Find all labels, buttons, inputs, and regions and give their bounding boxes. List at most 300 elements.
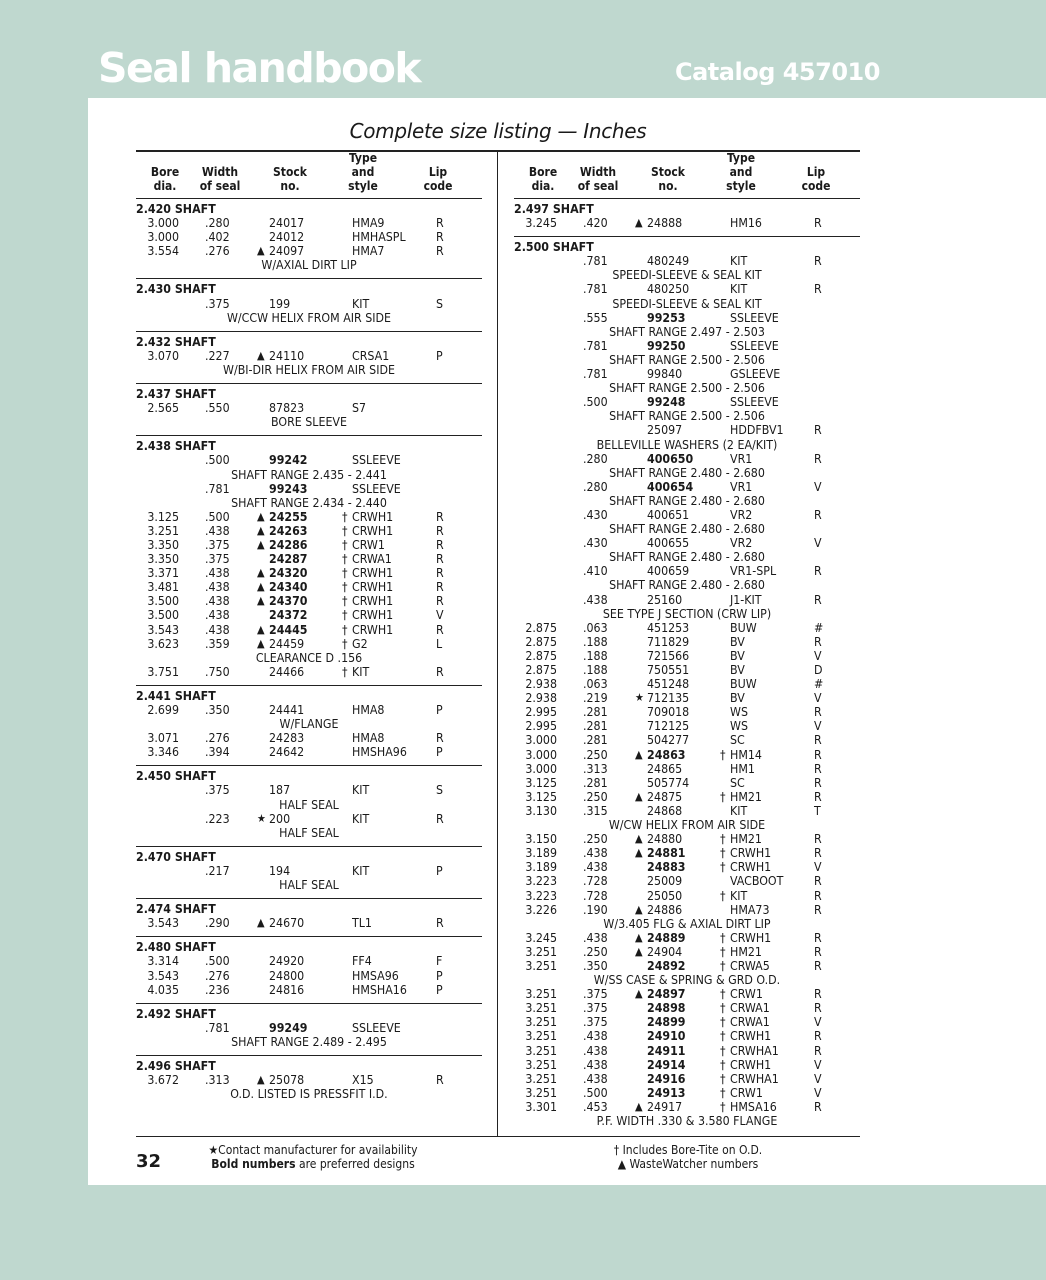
bore-diameter: 3.301	[525, 1099, 557, 1114]
row-note: W/FLANGE	[279, 717, 339, 732]
column-header-line: of seal	[577, 179, 619, 193]
table-row	[514, 1001, 860, 1015]
triangle-icon: ▲	[635, 987, 643, 1001]
stock-number: 24888	[647, 216, 683, 231]
triangle-icon: ▲	[257, 348, 265, 362]
stock-number: 721566	[647, 648, 690, 663]
row-note: BELLEVILLE WASHERS (2 EA/KIT)	[596, 437, 778, 452]
seal-width: .359	[205, 636, 230, 651]
stock-number: 24255	[269, 509, 308, 524]
bore-diameter: 3.071	[147, 731, 179, 746]
type-style: VACBOOT	[730, 874, 784, 889]
seal-width: .276	[205, 731, 230, 746]
note-row	[514, 409, 860, 423]
type-style: S7	[352, 401, 367, 416]
note-row	[514, 818, 860, 832]
bore-diameter: 2.875	[525, 648, 557, 663]
type-style: HMSA16	[730, 1099, 777, 1114]
bore-diameter: 3.245	[525, 216, 557, 231]
type-style: WS	[730, 705, 748, 720]
note-row	[514, 325, 860, 339]
seal-width: .375	[583, 1015, 608, 1030]
table-row	[136, 594, 482, 608]
stock-number: 24320	[269, 566, 308, 581]
type-style: SSLEEVE	[730, 310, 779, 325]
table-row	[136, 216, 482, 230]
table-row	[136, 349, 482, 363]
row-note: W/BI-DIR HELIX FROM AIR SIDE	[223, 362, 395, 377]
type-style: G2	[352, 636, 368, 651]
table-row	[514, 762, 860, 776]
seal-width: .188	[583, 663, 608, 677]
type-style: SSLEEVE	[352, 453, 401, 468]
type-style: CRWH1	[730, 846, 772, 861]
bore-diameter: 2.875	[525, 663, 557, 677]
shaft-heading: 2.438 SHAFT	[136, 439, 216, 454]
lip-code: P	[436, 348, 443, 363]
bore-diameter: 3.251	[525, 1085, 557, 1100]
column-header-line: style	[726, 179, 756, 193]
table-row	[514, 508, 860, 522]
note-row	[514, 550, 860, 564]
stock-number: 24875	[647, 789, 683, 804]
dagger-icon: †	[720, 860, 726, 875]
bore-diameter: 3.189	[525, 846, 557, 861]
dagger-icon: †	[720, 1001, 726, 1016]
table-row	[514, 367, 860, 381]
star-icon: ★	[257, 811, 266, 825]
seal-width: .350	[205, 703, 230, 717]
lip-code: R	[814, 1029, 822, 1044]
type-style: CRWH1	[352, 566, 394, 581]
stock-number: 451248	[647, 677, 690, 692]
seal-width: .781	[583, 367, 608, 382]
shaft-section	[136, 847, 482, 899]
dagger-icon: †	[342, 608, 348, 623]
note-row	[136, 717, 482, 731]
type-style: HMSA96	[352, 968, 399, 983]
dagger-icon: †	[720, 958, 726, 973]
dagger-icon: †	[720, 930, 726, 945]
bore-diameter: 3.251	[525, 1029, 557, 1044]
bold-footnote-label: Bold numbers	[211, 1157, 296, 1171]
seal-width: .728	[583, 874, 608, 889]
type-style: SSLEEVE	[730, 338, 779, 353]
type-style: CRWH1	[352, 580, 394, 595]
table-row	[514, 452, 860, 466]
type-style: CRWH1	[730, 930, 772, 945]
lip-code: S	[436, 296, 444, 311]
stock-number: 480250	[647, 282, 690, 297]
table-row	[136, 566, 482, 580]
type-style: HM14	[730, 747, 762, 762]
type-style: TL1	[352, 916, 372, 931]
bore-diameter: 2.938	[525, 691, 557, 706]
table-row	[136, 745, 482, 759]
table-row	[514, 395, 860, 409]
stock-number: 400650	[647, 451, 694, 466]
type-style: KIT	[352, 811, 370, 826]
seal-width: .438	[205, 594, 230, 609]
lip-code: R	[814, 789, 822, 804]
seal-width: .227	[205, 348, 230, 363]
seal-width: .281	[583, 775, 608, 790]
column-header-row	[136, 150, 482, 199]
bore-diameter: 3.500	[147, 594, 179, 609]
type-style: CRWA5	[730, 958, 770, 973]
dagger-icon: †	[342, 622, 348, 637]
triangle-icon: ▲	[257, 244, 265, 258]
type-style: CRWH1	[730, 860, 772, 875]
type-style: BV	[730, 634, 745, 649]
row-note: SHAFT RANGE 2.480 - 2.680	[609, 465, 765, 480]
type-style: KIT	[352, 296, 370, 311]
lip-code: R	[436, 622, 444, 637]
bore-diameter: 3.000	[525, 747, 557, 762]
stock-number: 24917	[647, 1099, 683, 1114]
bore-diameter: 3.000	[147, 216, 179, 231]
dagger-icon: †	[720, 1071, 726, 1086]
type-style: CRW1	[730, 987, 763, 1002]
table-row	[514, 1086, 860, 1100]
row-note: SPEEDI-SLEEVE & SEAL KIT	[612, 268, 762, 283]
table-bottom-rule	[136, 1136, 860, 1137]
table-row	[514, 931, 860, 945]
table-row	[514, 748, 860, 762]
seal-width: .781	[583, 282, 608, 297]
stock-number: 24910	[647, 1029, 686, 1044]
column-header-bore	[151, 165, 179, 193]
seal-width: .438	[583, 1071, 608, 1086]
bore-diameter: 2.875	[525, 620, 557, 635]
table-row	[136, 969, 482, 983]
shaft-heading: 2.420 SHAFT	[136, 202, 216, 216]
column-header-stock	[273, 165, 307, 193]
seal-width: .315	[583, 803, 608, 818]
seal-width: .500	[205, 453, 230, 468]
type-style: VR2	[730, 536, 753, 551]
stock-number: 24800	[269, 968, 305, 983]
triangle-icon: ▲	[257, 580, 265, 594]
column-header-line: Bore	[528, 165, 558, 179]
row-note: SHAFT RANGE 2.500 - 2.506	[609, 352, 765, 367]
note-row	[514, 917, 860, 931]
shaft-section	[514, 237, 860, 1134]
stock-number: 99248	[647, 395, 686, 410]
lip-code: P	[436, 982, 443, 997]
seal-width: .438	[583, 1029, 608, 1044]
row-note: W/CCW HELIX FROM AIR SIDE	[226, 310, 392, 325]
column-header-type	[726, 151, 756, 193]
stock-number: 24466	[269, 664, 305, 679]
row-note: SHAFT RANGE 2.480 - 2.680	[609, 493, 765, 508]
seal-width: .438	[205, 622, 230, 637]
bore-diameter: 3.251	[525, 1015, 557, 1030]
shaft-section	[136, 766, 482, 846]
column-header-line: style	[348, 179, 378, 193]
seal-width: .223	[205, 811, 230, 826]
note-row	[514, 1114, 860, 1128]
seal-width: .281	[583, 719, 608, 734]
lip-code: R	[814, 423, 822, 438]
bore-diameter: 3.189	[525, 860, 557, 875]
shaft-heading: 2.500 SHAFT	[514, 240, 594, 255]
bore-diameter: 3.554	[147, 244, 179, 259]
type-style: HMA7	[352, 244, 385, 259]
bore-diameter: 3.070	[147, 348, 179, 363]
note-row	[136, 826, 482, 840]
row-note: SHAFT RANGE 2.497 - 2.503	[609, 324, 765, 339]
table-row	[514, 480, 860, 494]
table-row	[136, 552, 482, 566]
brand-title: Seal handbook	[98, 44, 421, 92]
seal-width: .281	[583, 733, 608, 748]
table-row	[514, 536, 860, 550]
bore-diameter: 3.251	[525, 1057, 557, 1072]
star-footnote: ★Contact manufacturer for availability	[208, 1143, 418, 1157]
column-header-bore	[529, 165, 557, 193]
table-row	[136, 731, 482, 745]
dagger-icon: †	[720, 888, 726, 903]
shaft-section	[136, 384, 482, 436]
column-header-row	[514, 150, 860, 199]
bore-diameter: 3.150	[525, 832, 557, 847]
table-row	[136, 783, 482, 797]
triangle-icon: ▲	[635, 930, 643, 944]
lip-code: R	[814, 775, 822, 790]
stock-number: 24863	[647, 747, 686, 762]
page-title: Complete size listing — Inches	[349, 119, 647, 143]
stock-number: 24445	[269, 622, 308, 637]
dagger-icon: †	[342, 636, 348, 651]
triangle-icon: ▲	[257, 594, 265, 608]
lip-code: R	[814, 874, 822, 889]
table-row	[514, 889, 860, 903]
table-row	[514, 860, 860, 874]
table-row	[514, 216, 860, 230]
shaft-section	[514, 199, 860, 237]
stock-number: 25160	[647, 592, 683, 607]
row-note: P.F. WIDTH .330 & 3.580 FLANGE	[596, 1114, 778, 1128]
stock-number: 99840	[647, 367, 683, 382]
seal-width: .217	[205, 863, 230, 878]
table-row	[514, 593, 860, 607]
table-row	[514, 691, 860, 705]
bore-diameter: 3.223	[525, 888, 557, 903]
lip-code: V	[814, 1085, 822, 1100]
column-header-stock	[651, 165, 685, 193]
bore-diameter: 3.223	[525, 874, 557, 889]
lip-code: R	[814, 747, 822, 762]
bore-diameter: 3.672	[147, 1073, 179, 1088]
table-row	[514, 1100, 860, 1114]
lip-code: V	[814, 479, 822, 494]
lip-code: R	[814, 1043, 822, 1058]
column-header-line: and	[351, 165, 375, 179]
footnotes-left	[209, 1143, 418, 1171]
right-column-table	[514, 150, 860, 1134]
lip-code: R	[814, 1099, 822, 1114]
type-style: HDDFBV1	[730, 423, 784, 438]
seal-width: .313	[583, 761, 608, 776]
note-row	[136, 798, 482, 812]
shaft-heading: 2.497 SHAFT	[514, 202, 594, 216]
bore-diameter: 3.226	[525, 902, 557, 917]
lip-code: R	[814, 216, 822, 231]
type-style: SSLEEVE	[730, 395, 779, 410]
bore-diameter: 2.699	[147, 703, 179, 717]
lip-code: #	[814, 677, 824, 692]
bore-diameter: 2.938	[525, 677, 557, 692]
bore-diameter: 4.035	[147, 982, 179, 997]
bore-diameter: 3.251	[525, 944, 557, 959]
table-row	[136, 538, 482, 552]
bore-diameter: 3.251	[147, 523, 179, 538]
column-header-type	[348, 151, 378, 193]
lip-code: R	[814, 832, 822, 847]
bore-diameter: 3.251	[525, 1043, 557, 1058]
shaft-heading: 2.470 SHAFT	[136, 849, 216, 864]
bore-diameter: 3.000	[147, 230, 179, 245]
bore-diameter: 3.751	[147, 664, 179, 679]
star-icon: ★	[635, 691, 644, 705]
dagger-icon: †	[720, 1057, 726, 1072]
row-note: W/SS CASE & SPRING & GRD O.D.	[593, 973, 781, 988]
type-style: HMSHA16	[352, 982, 407, 997]
lip-code: T	[814, 803, 821, 818]
type-style: KIT	[730, 254, 748, 269]
seal-width: .280	[205, 216, 230, 231]
row-note: W/3.405 FLG & AXIAL DIRT LIP	[603, 916, 771, 931]
type-style: HMHASPL	[352, 230, 406, 245]
bore-diameter: 2.995	[525, 719, 557, 734]
triangle-icon: ▲	[635, 944, 643, 958]
stock-number: 712135	[647, 691, 690, 706]
lip-code: R	[814, 958, 822, 973]
lip-code: S	[436, 783, 444, 798]
stock-number: 24868	[647, 803, 683, 818]
stock-number: 505774	[647, 775, 690, 790]
triangle-icon: ▲	[635, 216, 643, 230]
stock-number: 99250	[647, 338, 686, 353]
seal-width: .438	[583, 1043, 608, 1058]
note-row	[514, 607, 860, 621]
seal-width: .375	[583, 1001, 608, 1016]
seal-width: .250	[583, 832, 608, 847]
type-style: KIT	[352, 783, 370, 798]
row-note: CLEARANCE D .156	[255, 650, 363, 665]
type-style: SSLEEVE	[352, 481, 401, 496]
row-note: SHAFT RANGE 2.500 - 2.506	[609, 409, 765, 424]
type-style: VR1	[730, 479, 753, 494]
stock-number: 24904	[647, 944, 683, 959]
seal-width: .350	[583, 958, 608, 973]
lip-code: R	[436, 216, 444, 231]
table-row	[514, 874, 860, 888]
stock-number: 24897	[647, 987, 686, 1002]
note-row	[514, 973, 860, 987]
type-style: CRWH1	[352, 608, 394, 623]
column-header-line: of seal	[199, 179, 241, 193]
stock-number: 711829	[647, 634, 690, 649]
stock-number: 24865	[647, 761, 683, 776]
lip-code: P	[436, 863, 443, 878]
stock-number: 24898	[647, 1001, 686, 1016]
triangle-icon: ▲	[635, 846, 643, 860]
shaft-section	[136, 436, 482, 686]
seal-width: .375	[205, 296, 230, 311]
column-header-line: no.	[658, 179, 678, 193]
triangle-icon: ▲	[635, 1099, 643, 1113]
dagger-footnote: † Includes Bore-Tite on O.D.	[613, 1143, 763, 1157]
seal-width: .438	[205, 608, 230, 623]
stock-number: 24283	[269, 731, 305, 746]
column-header-line: Lip	[806, 165, 826, 179]
stock-number: 24886	[647, 902, 683, 917]
table-row	[136, 637, 482, 651]
stock-number: 24883	[647, 860, 686, 875]
bore-diameter: 3.251	[525, 1001, 557, 1016]
stock-number: 24913	[647, 1085, 686, 1100]
lip-code: R	[814, 451, 822, 466]
seal-width: .281	[583, 705, 608, 720]
seal-width: .063	[583, 620, 608, 635]
seal-width: .500	[583, 395, 608, 410]
seal-width: .375	[205, 552, 230, 567]
type-style: CRW1	[730, 1085, 763, 1100]
stock-number: 24880	[647, 832, 683, 847]
triangle-icon: ▲	[635, 832, 643, 846]
table-row	[514, 733, 860, 747]
lip-code: L	[436, 636, 443, 651]
dagger-icon: †	[720, 832, 726, 847]
table-row	[136, 1021, 482, 1035]
dagger-icon: †	[720, 987, 726, 1002]
stock-number: 24372	[269, 608, 308, 623]
lip-code: R	[814, 282, 822, 297]
type-style: KIT	[730, 282, 748, 297]
bore-diameter: 3.350	[147, 537, 179, 552]
type-style: GSLEEVE	[730, 367, 781, 382]
table-row	[514, 959, 860, 973]
type-style: X15	[352, 1073, 374, 1088]
table-row	[136, 954, 482, 968]
bore-diameter: 3.543	[147, 916, 179, 931]
lip-code: R	[814, 902, 822, 917]
type-style: KIT	[730, 803, 748, 818]
column-header-line: no.	[280, 179, 300, 193]
note-row	[514, 494, 860, 508]
table-row	[514, 1015, 860, 1029]
seal-width: .313	[205, 1073, 230, 1088]
row-note: SEE TYPE J SECTION (CRW LIP)	[602, 606, 772, 621]
type-style: BUW	[730, 677, 757, 692]
triangle-icon: ▲	[257, 566, 265, 580]
shaft-heading: 2.430 SHAFT	[136, 282, 216, 297]
dagger-icon: †	[342, 509, 348, 524]
stock-number: 712125	[647, 719, 690, 734]
column-header-line: Bore	[150, 165, 180, 179]
table-row	[136, 623, 482, 637]
stock-number: 400655	[647, 536, 690, 551]
type-style: VR2	[730, 507, 753, 522]
row-note: SHAFT RANGE 2.500 - 2.506	[609, 381, 765, 396]
lip-code: R	[814, 634, 822, 649]
note-row	[136, 311, 482, 325]
bore-diameter: 3.543	[147, 622, 179, 637]
row-note: O.D. LISTED IS PRESSFIT I.D.	[230, 1087, 388, 1102]
stock-number: 200	[269, 811, 291, 826]
